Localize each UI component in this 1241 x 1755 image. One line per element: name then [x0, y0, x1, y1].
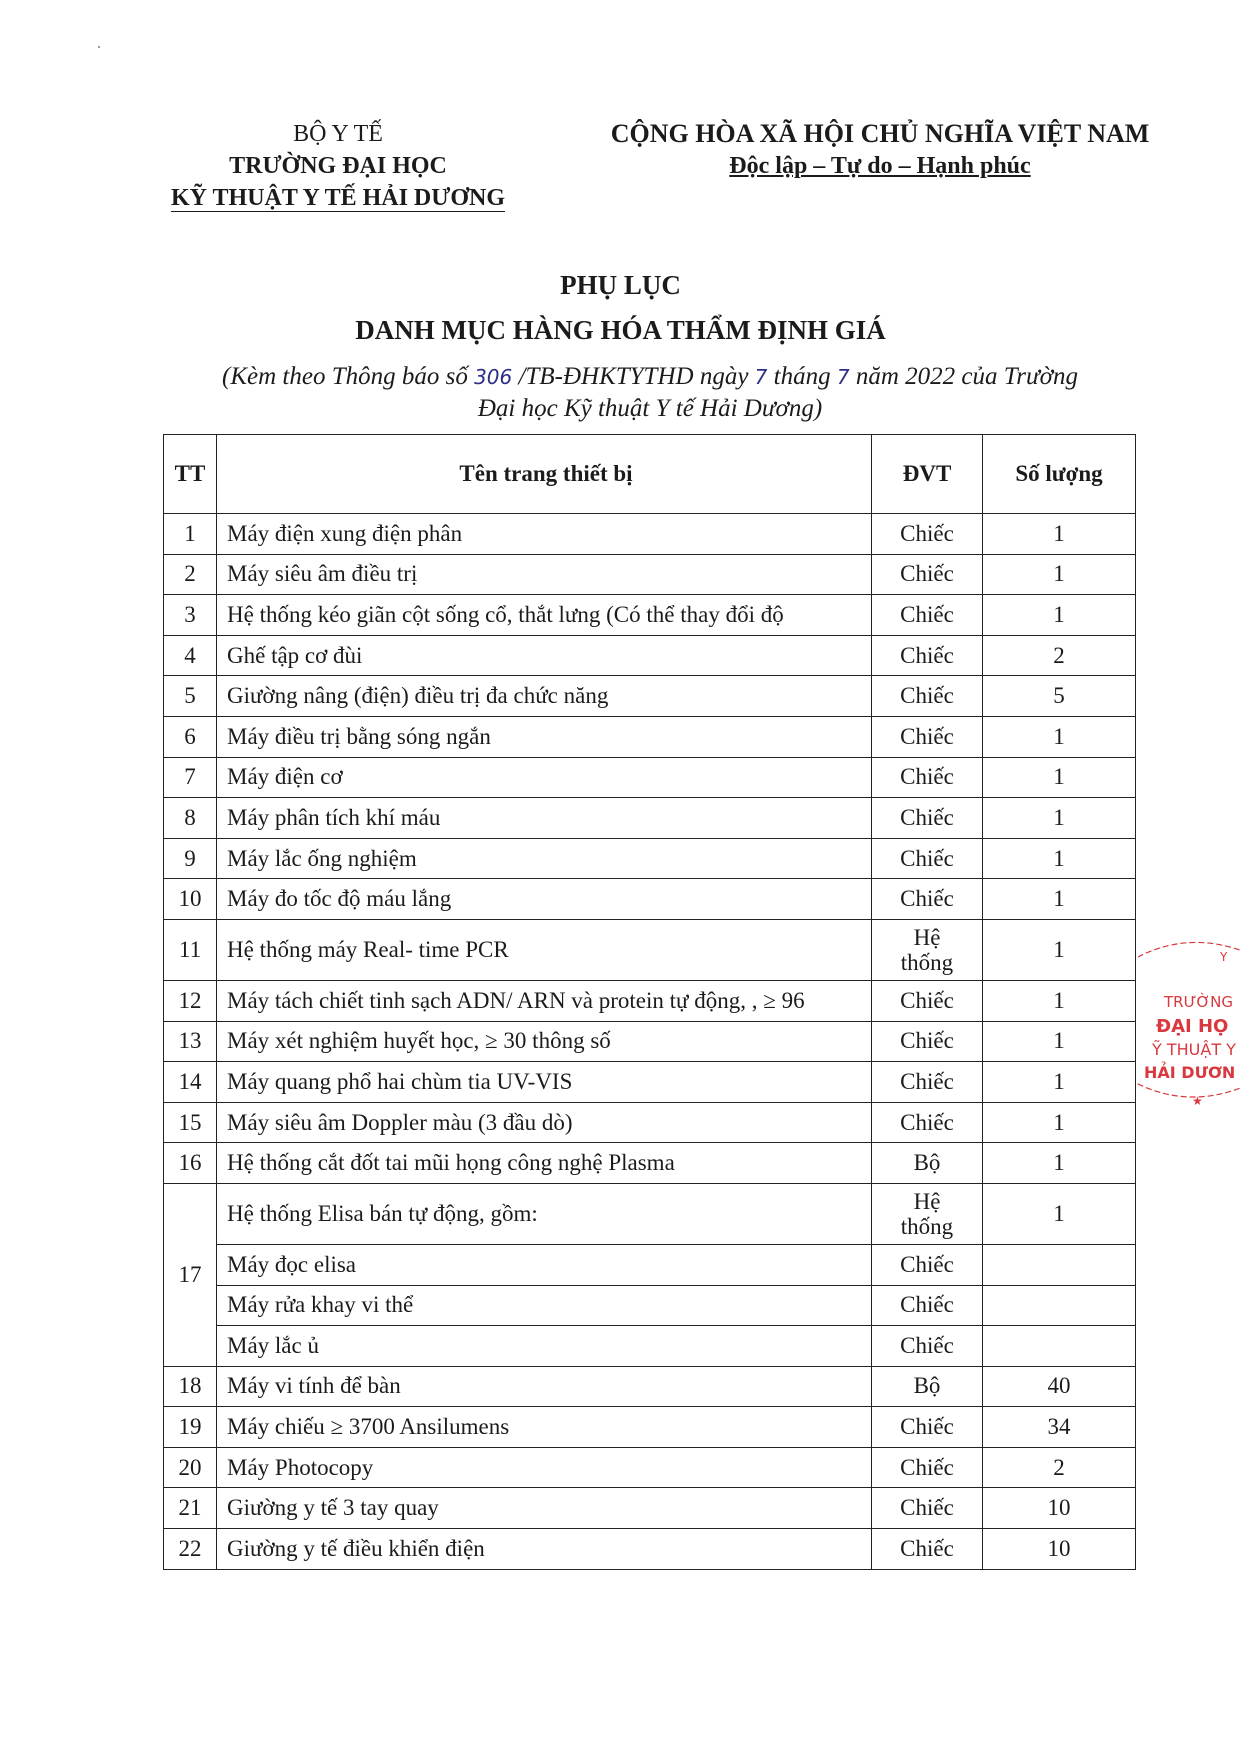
table-row [164, 635, 1136, 676]
row-unit: Chiếc [872, 879, 983, 920]
unit-line1: Hệ [913, 924, 941, 950]
row-number: 5 [164, 676, 217, 717]
row-name: Máy chiếu ≥ 3700 Ansilumens [217, 1407, 872, 1448]
stamp-text-2: TRƯỜNG [1164, 993, 1233, 1011]
row-name: Ghế tập cơ đùi [217, 635, 872, 676]
table-row [164, 1366, 1136, 1407]
equipment-table [163, 434, 1136, 1570]
row-quantity: 1 [983, 757, 1136, 798]
row-number: 13 [164, 1021, 217, 1062]
row-unit: Chiếc [872, 1407, 983, 1448]
school-name-line2: KỸ THUẬT Y TẾ HẢI DƯƠNG [170, 185, 506, 211]
row-quantity: 1 [983, 879, 1136, 920]
row-name: Máy quang phổ hai chùm tia UV-VIS [217, 1062, 872, 1103]
row-number: 1 [164, 514, 217, 555]
row-unit [872, 1183, 983, 1244]
national-heading [590, 118, 1170, 182]
table-subrow [164, 1326, 1136, 1367]
row-number: 4 [164, 635, 217, 676]
row-quantity: 1 [983, 554, 1136, 595]
row-number: 9 [164, 838, 217, 879]
table-row [164, 716, 1136, 757]
row-quantity: 5 [983, 676, 1136, 717]
row-unit [872, 919, 983, 980]
row-quantity: 40 [983, 1366, 1136, 1407]
table-row [164, 980, 1136, 1021]
row-name: Hệ thống Elisa bán tự động, gồm: [217, 1183, 872, 1244]
table-row [164, 879, 1136, 920]
table-row [164, 1183, 1136, 1244]
stamp-text-4: Ỹ THUẬT Y [1152, 1040, 1236, 1059]
row-unit: Chiếc [872, 1529, 983, 1570]
row-number: 3 [164, 595, 217, 636]
country-name: CỘNG HÒA XÃ HỘI CHỦ NGHĨA VIỆT NAM [610, 119, 1150, 148]
row-unit: Chiếc [872, 1102, 983, 1143]
row-name: Máy điện xung điện phân [217, 514, 872, 555]
row-quantity: 2 [983, 635, 1136, 676]
row-quantity: 1 [983, 1102, 1136, 1143]
table-row [164, 676, 1136, 717]
official-stamp [1130, 935, 1241, 1155]
row-name: Máy lắc ống nghiệm [217, 838, 872, 879]
row-number: 18 [164, 1366, 217, 1407]
row-name: Máy siêu âm Doppler màu (3 đầu dò) [217, 1102, 872, 1143]
row-number: 2 [164, 554, 217, 595]
scan-speck [96, 44, 106, 54]
row-name: Giường nâng (điện) điều trị đa chức năng [217, 676, 872, 717]
row-unit: Chiếc [872, 1488, 983, 1529]
row-name: Máy điều trị bằng sóng ngắn [217, 716, 872, 757]
national-motto: Độc lập – Tự do – Hạnh phúc [729, 153, 1031, 179]
table-row [164, 554, 1136, 595]
handwritten-month: 7 [836, 365, 850, 389]
row-unit: Chiếc [872, 595, 983, 636]
header-tt: TT [164, 435, 217, 514]
stamp-text-5: HẢI DƯƠN [1144, 1063, 1236, 1082]
row-unit: Chiếc [872, 838, 983, 879]
table-row [164, 1062, 1136, 1103]
row-name: Máy vi tính để bàn [217, 1366, 872, 1407]
document-title: PHỤ LỤC [560, 270, 681, 300]
row-number: 8 [164, 798, 217, 839]
row-unit: Chiếc [872, 676, 983, 717]
table-row [164, 838, 1136, 879]
row-number: 21 [164, 1488, 217, 1529]
row-quantity: 34 [983, 1407, 1136, 1448]
row-number: 7 [164, 757, 217, 798]
table-row [164, 1488, 1136, 1529]
table-row [164, 1143, 1136, 1184]
subrow-quantity [983, 1285, 1136, 1326]
row-quantity: 1 [983, 595, 1136, 636]
unit-line2: thống [900, 949, 954, 975]
header-unit: ĐVT [872, 435, 983, 514]
stamp-text-3: ĐẠI HỌ [1156, 1016, 1229, 1037]
row-number: 12 [164, 980, 217, 1021]
row-quantity: 1 [983, 1021, 1136, 1062]
stamp-text-6: ★ [1192, 1094, 1203, 1108]
subrow-quantity [983, 1244, 1136, 1285]
row-name: Hệ thống cắt đốt tai mũi họng công nghệ Plasma [217, 1143, 872, 1184]
table-row [164, 1102, 1136, 1143]
row-quantity: 1 [983, 798, 1136, 839]
table-row [164, 1447, 1136, 1488]
header-name: Tên trang thiết bị [217, 435, 872, 514]
row-unit: Bộ [872, 1143, 983, 1184]
row-number: 10 [164, 879, 217, 920]
table-subrow [164, 1244, 1136, 1285]
row-name: Máy siêu âm điều trị [217, 554, 872, 595]
table-subrow [164, 1285, 1136, 1326]
row-quantity: 1 [983, 1143, 1136, 1184]
row-number: 16 [164, 1143, 217, 1184]
row-name: Máy tách chiết tinh sạch ADN/ ARN và protein tự động, , ≥ 96 [217, 980, 872, 1021]
ministry-name: BỘ Y TẾ [293, 121, 383, 147]
row-number: 14 [164, 1062, 217, 1103]
document-subject: DANH MỤC HÀNG HÓA THẨM ĐỊNH GIÁ [355, 315, 886, 345]
row-quantity: 1 [983, 716, 1136, 757]
row-unit: Chiếc [872, 1062, 983, 1103]
row-quantity: 1 [983, 1062, 1136, 1103]
row-unit: Chiếc [872, 554, 983, 595]
table-row [164, 757, 1136, 798]
row-number: 17 [164, 1183, 217, 1366]
handwritten-number: 306 [474, 365, 513, 389]
row-quantity: 2 [983, 1447, 1136, 1488]
subrow-unit: Chiếc [872, 1285, 983, 1326]
row-name: Giường y tế điều khiển điện [217, 1529, 872, 1570]
header-qty: Số lượng [983, 435, 1136, 514]
row-name: Máy xét nghiệm huyết học, ≥ 30 thông số [217, 1021, 872, 1062]
row-unit: Chiếc [872, 798, 983, 839]
table-header-row [164, 435, 1136, 514]
row-number: 19 [164, 1407, 217, 1448]
table-row [164, 1021, 1136, 1062]
row-unit: Bộ [872, 1366, 983, 1407]
row-unit: Chiếc [872, 980, 983, 1021]
subrow-unit: Chiếc [872, 1244, 983, 1285]
row-unit: Chiếc [872, 635, 983, 676]
row-name: Máy điện cơ [217, 757, 872, 798]
row-number: 11 [164, 919, 217, 980]
row-name: Hệ thống kéo giãn cột sống cổ, thắt lưng (Có thể thay đổi độ [217, 595, 872, 636]
issuer-block [138, 118, 538, 214]
row-quantity: 1 [983, 838, 1136, 879]
subrow-name: Máy lắc ủ [217, 1326, 872, 1367]
table-row [164, 514, 1136, 555]
table-row [164, 798, 1136, 839]
subrow-name: Máy rửa khay vi thể [217, 1285, 872, 1326]
row-name: Hệ thống máy Real- time PCR [217, 919, 872, 980]
row-name: Máy Photocopy [217, 1447, 872, 1488]
reference-line2: Đại học Kỹ thuật Y tế Hải Dương) [477, 395, 823, 422]
row-unit: Chiếc [872, 1021, 983, 1062]
unit-line1: Hệ [913, 1188, 941, 1214]
table-row [164, 595, 1136, 636]
row-quantity: 10 [983, 1488, 1136, 1529]
row-unit: Chiếc [872, 716, 983, 757]
table-row [164, 1407, 1136, 1448]
row-quantity: 10 [983, 1529, 1136, 1570]
stamp-text-1: Y [1220, 950, 1228, 964]
row-quantity: 1 [983, 514, 1136, 555]
row-name: Máy phân tích khí máu [217, 798, 872, 839]
row-unit: Chiếc [872, 1447, 983, 1488]
row-quantity: 1 [983, 980, 1136, 1021]
subrow-name: Máy đọc elisa [217, 1244, 872, 1285]
document-reference: (Kèm theo Thông báo số 306 /TB-ĐHKTYTHD ngày 7 tháng 7 năm 2022 của Trường Đại học Kỹ thuật Y tế Hải Dương) [222, 363, 1078, 422]
unit-line2: thống [900, 1213, 954, 1239]
row-number: 22 [164, 1529, 217, 1570]
row-quantity: 1 [983, 919, 1136, 980]
row-unit: Chiếc [872, 757, 983, 798]
row-unit: Chiếc [872, 514, 983, 555]
subrow-unit: Chiếc [872, 1326, 983, 1367]
handwritten-day: 7 [754, 365, 768, 389]
row-number: 6 [164, 716, 217, 757]
row-number: 20 [164, 1447, 217, 1488]
row-name: Máy đo tốc độ máu lắng [217, 879, 872, 920]
row-number: 15 [164, 1102, 217, 1143]
row-name: Giường y tế 3 tay quay [217, 1488, 872, 1529]
subrow-quantity [983, 1326, 1136, 1367]
school-name-line1: TRƯỜNG ĐẠI HỌC [229, 153, 447, 179]
table-row [164, 919, 1136, 980]
row-quantity: 1 [983, 1183, 1136, 1244]
table-row [164, 1529, 1136, 1570]
